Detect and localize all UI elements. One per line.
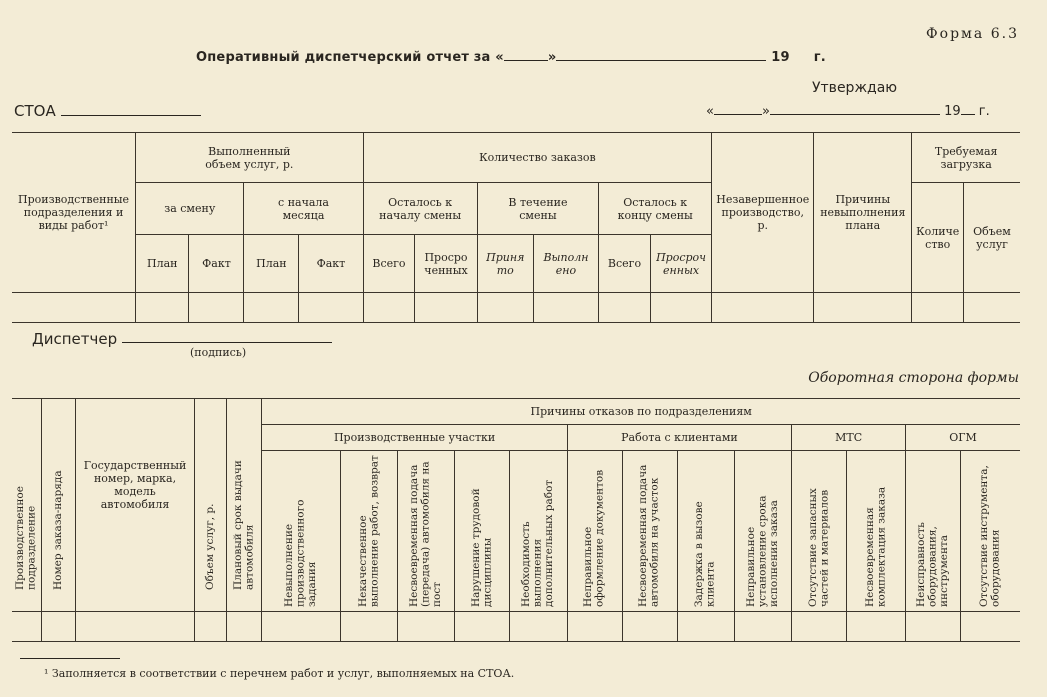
mts-reason-cell bbox=[847, 451, 906, 612]
production-section: Производственные участки bbox=[262, 425, 567, 451]
approve-day-field[interactable] bbox=[714, 114, 762, 115]
reasons-group-header: Причины отказов по подразделениям bbox=[262, 399, 1020, 425]
signature-label: (подпись) bbox=[190, 346, 247, 359]
mts-reason-1: Отсутствие запасных частей и материалов bbox=[806, 488, 831, 607]
client-reason-cell bbox=[734, 451, 791, 612]
cell[interactable] bbox=[622, 612, 677, 642]
per-shift-header: за смену bbox=[136, 183, 244, 235]
total-end: Всего bbox=[599, 235, 651, 293]
client-reason-2: Несвоевременная подача автомобиля на участок bbox=[637, 464, 661, 607]
overdue-start: Просроченных bbox=[415, 235, 477, 293]
mts-reason-2: Несвоевременная комплектация заказа bbox=[863, 486, 888, 607]
cell[interactable] bbox=[712, 293, 814, 323]
cell[interactable] bbox=[792, 612, 847, 642]
client-reason-cell bbox=[567, 451, 622, 612]
cell[interactable] bbox=[244, 293, 299, 323]
cell[interactable] bbox=[912, 293, 964, 323]
cell[interactable] bbox=[75, 612, 195, 642]
approve-month-field[interactable] bbox=[770, 114, 940, 115]
reasons-header: Причины невыполнения плана bbox=[814, 133, 912, 293]
cell[interactable] bbox=[964, 293, 1020, 323]
cell[interactable] bbox=[398, 612, 455, 642]
client-reason-4: Неправильное установление срока исполнения заказа bbox=[744, 495, 780, 607]
report-title bbox=[196, 50, 826, 65]
cell[interactable] bbox=[262, 612, 341, 642]
orders-group-header: Количество заказов bbox=[363, 133, 712, 183]
mts-reason-cell bbox=[792, 451, 847, 612]
fact-shift: Факт bbox=[189, 235, 244, 293]
prod-reason-cell bbox=[455, 451, 510, 612]
clients-section: Работа с клиентами bbox=[567, 425, 791, 451]
ogm-reason-1: Неисправность оборудования, инструмента bbox=[915, 522, 951, 607]
fact-month: Факт bbox=[299, 235, 363, 293]
prod-reason-2: Некачественное выполнение работ, возврат bbox=[356, 455, 381, 607]
back-table bbox=[12, 398, 1020, 642]
col-deadline-cell bbox=[226, 399, 262, 612]
cell[interactable] bbox=[477, 293, 533, 323]
cell[interactable] bbox=[455, 612, 510, 642]
ogm-reason-2: Отсутствие инструмента, оборудования bbox=[978, 465, 1002, 607]
cell[interactable] bbox=[961, 612, 1020, 642]
form-number: Форма 6.3 bbox=[926, 26, 1019, 42]
mts-section: МТС bbox=[792, 425, 906, 451]
cell[interactable] bbox=[677, 612, 734, 642]
dispatcher-signature-field[interactable] bbox=[122, 342, 332, 343]
date-open-quote: « bbox=[706, 104, 714, 119]
accepted-header: Принято bbox=[477, 235, 533, 293]
reverse-side-label: Оборотная сторона формы bbox=[808, 370, 1019, 386]
cell[interactable] bbox=[12, 293, 136, 323]
cell[interactable] bbox=[363, 293, 415, 323]
prod-reason-cell bbox=[341, 451, 398, 612]
cell[interactable] bbox=[341, 612, 398, 642]
cell[interactable] bbox=[510, 612, 567, 642]
dispatcher-label: Диспетчер bbox=[32, 330, 118, 348]
overdue-end: Просроченных bbox=[650, 235, 711, 293]
approve-date bbox=[706, 104, 990, 119]
ogm-reason-cell bbox=[961, 451, 1020, 612]
prod-reason-cell bbox=[262, 451, 341, 612]
day-field[interactable] bbox=[504, 60, 548, 61]
cell[interactable] bbox=[299, 293, 363, 323]
client-reason-1: Неправильное оформление документов bbox=[582, 469, 606, 607]
unfinished-header: Незавершенное производство, р. bbox=[712, 133, 814, 293]
total-start: Всего bbox=[363, 235, 415, 293]
client-reason-cell bbox=[622, 451, 677, 612]
col-order-cell bbox=[42, 399, 75, 612]
col-volume-cell bbox=[195, 399, 226, 612]
prod-reason-4: Нарушение трудовой дисциплины bbox=[469, 488, 494, 607]
stoa-field[interactable] bbox=[61, 115, 201, 116]
table-row[interactable] bbox=[12, 293, 1020, 323]
prod-reason-cell bbox=[510, 451, 567, 612]
cell[interactable] bbox=[189, 293, 244, 323]
cell[interactable] bbox=[226, 612, 262, 642]
ogm-section: ОГМ bbox=[906, 425, 1020, 451]
cell[interactable] bbox=[533, 293, 598, 323]
front-table bbox=[12, 132, 1020, 323]
prod-reason-1: Невыполнение производственного задания bbox=[283, 499, 318, 607]
stoa-label: СТОА bbox=[14, 102, 56, 120]
cell[interactable] bbox=[599, 293, 651, 323]
approve-suffix: г. bbox=[978, 104, 990, 119]
quantity-header: Количество bbox=[912, 183, 964, 293]
footnote-rule bbox=[20, 658, 120, 659]
cell[interactable] bbox=[650, 293, 711, 323]
cell[interactable] bbox=[195, 612, 226, 642]
left-start-header: Осталось к началу смены bbox=[363, 183, 477, 235]
client-reason-3: Задержка в вызове клиента bbox=[693, 501, 717, 607]
load-group-header: Требуемая загрузка bbox=[912, 133, 1020, 183]
cell[interactable] bbox=[415, 293, 477, 323]
done-header: Выполнено bbox=[533, 235, 598, 293]
col-vehicle: Государственный номер, марка, модель автомобиля bbox=[75, 399, 195, 612]
approve-year-field[interactable] bbox=[961, 114, 975, 115]
col-volume: Объем услуг, р. bbox=[203, 503, 216, 590]
title-prefix: Оперативный диспетчерский отчет за « bbox=[196, 50, 504, 65]
prod-reason-cell bbox=[398, 451, 455, 612]
cell[interactable] bbox=[734, 612, 791, 642]
col-order: Номер заказа-наряда bbox=[51, 470, 64, 590]
ogm-reason-cell bbox=[906, 451, 961, 612]
prod-reason-3: Несвоевременная подача (передача) автомобиля на пост bbox=[407, 461, 443, 607]
cell[interactable] bbox=[136, 293, 189, 323]
cell[interactable] bbox=[12, 612, 42, 642]
cell[interactable] bbox=[814, 293, 912, 323]
since-month-header: с начала месяца bbox=[244, 183, 363, 235]
client-reason-cell bbox=[677, 451, 734, 612]
cell[interactable] bbox=[906, 612, 961, 642]
cell[interactable] bbox=[847, 612, 906, 642]
volume-group-header: Выполненный объем услуг, р. bbox=[136, 133, 364, 183]
title-mid: » bbox=[547, 50, 557, 65]
cell[interactable] bbox=[567, 612, 622, 642]
footnote: ¹ Заполняется в соответствии с перечнем работ и услуг, выполняемых на СТОА. bbox=[44, 667, 515, 680]
table-row[interactable] bbox=[12, 612, 1020, 642]
date-close-quote: » bbox=[761, 104, 770, 119]
plan-month: План bbox=[244, 235, 299, 293]
col-deadline: Плановый срок выдачи автомобиля bbox=[231, 460, 256, 590]
plan-shift: План bbox=[136, 235, 189, 293]
left-end-header: Осталось к концу смены bbox=[599, 183, 712, 235]
approve-year: 19 bbox=[944, 104, 961, 119]
cell[interactable] bbox=[42, 612, 75, 642]
approve-label: Утверждаю bbox=[812, 80, 898, 96]
title-year: 19 bbox=[771, 50, 790, 65]
division-header: Производственные подразделения и виды работ¹ bbox=[12, 133, 136, 293]
volume-header: Объем услуг bbox=[964, 183, 1020, 293]
col-division-cell bbox=[12, 399, 42, 612]
prod-reason-5: Необходимость выполнения дополнительных работ bbox=[520, 479, 556, 607]
month-field[interactable] bbox=[556, 60, 766, 61]
title-suffix: г. bbox=[813, 50, 826, 65]
stoa-line bbox=[14, 102, 201, 120]
during-header: В течение смены bbox=[477, 183, 598, 235]
col-division: Производственное подразделение bbox=[14, 486, 38, 590]
